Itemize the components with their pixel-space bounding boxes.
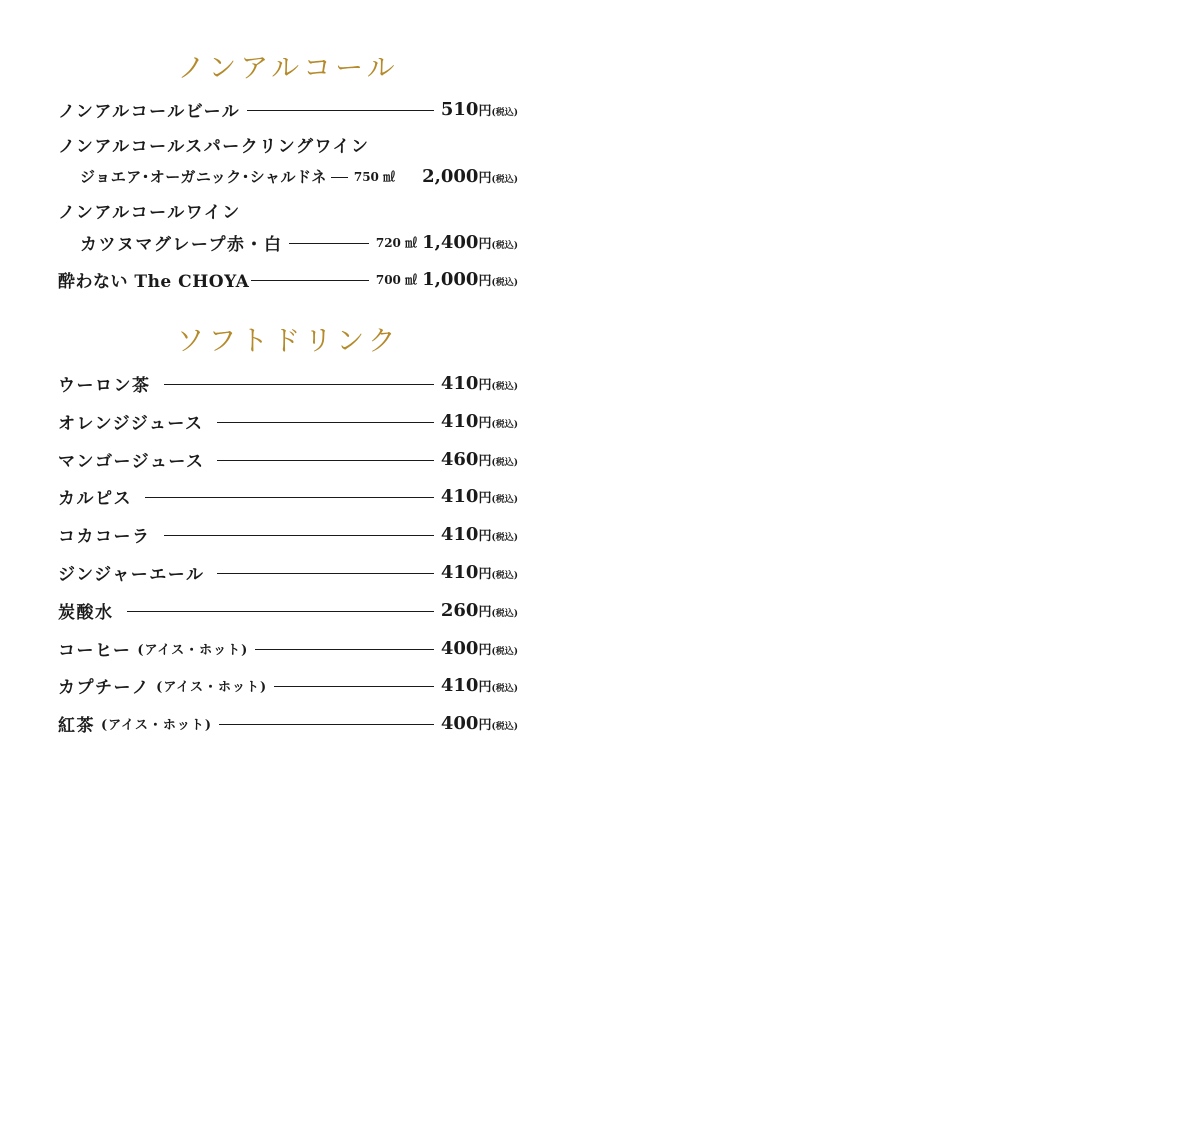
yen-label: 円 — [478, 528, 492, 544]
item-price: 260 — [440, 599, 479, 621]
tax-label: (税込) — [491, 494, 518, 505]
leader-line — [219, 724, 434, 725]
item-name: ウーロン茶 — [58, 375, 151, 396]
menu-item-nonalcohol-wine — [80, 230, 518, 254]
item-price: 410 — [440, 523, 479, 545]
tax-label: (税込) — [491, 532, 518, 543]
leader-line — [145, 497, 434, 498]
leader-line — [247, 110, 434, 111]
item-name: カツヌマグレープ赤・白 — [80, 234, 283, 255]
tax-label: (税込) — [491, 683, 518, 694]
item-price: 410 — [440, 372, 479, 394]
menu-item — [58, 409, 518, 433]
tax-label: (税込) — [491, 174, 518, 185]
section-heading-nonalcohol: ノンアルコール — [177, 51, 399, 84]
yen-label: 円 — [478, 273, 492, 289]
menu-item — [58, 371, 518, 395]
leader-line — [217, 422, 434, 423]
item-price: 2,000 — [422, 165, 479, 187]
item-note: (アイス・ホット) — [137, 642, 249, 658]
item-price: 1,400 — [422, 231, 479, 253]
menu-item — [58, 711, 518, 735]
item-name: 炭酸水 — [58, 602, 114, 623]
item-volume: 700 ㎖ — [375, 272, 418, 287]
item-name: 酔わない The CHOYA — [58, 271, 250, 292]
item-note: (アイス・ホット) — [156, 679, 268, 695]
item-price: 1,000 — [422, 268, 479, 290]
item-note: (アイス・ホット) — [101, 717, 213, 733]
item-volume: 750 ㎖ — [353, 169, 396, 184]
leader-line — [127, 611, 434, 612]
menu-item — [58, 522, 518, 546]
leader-line — [255, 649, 434, 650]
item-price: 410 — [440, 410, 479, 432]
tax-label: (税込) — [491, 240, 518, 251]
leader-line — [274, 686, 434, 687]
tax-label: (税込) — [491, 646, 518, 657]
menu-item — [58, 598, 518, 622]
leader-line — [217, 573, 433, 574]
tax-label: (税込) — [491, 721, 518, 732]
menu-item — [58, 484, 518, 508]
item-price: 460 — [440, 448, 479, 470]
leader-line — [217, 460, 433, 461]
yen-label: 円 — [478, 642, 492, 658]
item-volume: 720 ㎖ — [375, 235, 418, 250]
item-price: 410 — [440, 485, 479, 507]
item-price: 510 — [440, 98, 479, 120]
leader-line — [289, 243, 368, 244]
yen-label: 円 — [478, 566, 492, 582]
tax-label: (税込) — [491, 608, 518, 619]
item-name: マンゴージュース — [58, 451, 205, 472]
yen-label: 円 — [478, 490, 492, 506]
item-name: 紅茶 — [58, 715, 95, 736]
item-price: 400 — [440, 712, 479, 734]
item-name: ジョエア･オーガニック･シャルドネ — [80, 167, 327, 186]
menu-item-nonalcohol-beer — [58, 97, 518, 121]
menu-item — [58, 673, 518, 697]
leader-line — [164, 384, 434, 385]
menu-item — [58, 447, 518, 471]
tax-label: (税込) — [491, 277, 518, 288]
item-price: 400 — [440, 637, 479, 659]
yen-label: 円 — [478, 236, 492, 252]
item-name: ノンアルコールビール — [58, 101, 241, 122]
menu-item — [58, 636, 518, 660]
item-group-title-wine: ノンアルコールワイン — [58, 203, 241, 223]
yen-label: 円 — [478, 415, 492, 431]
item-group-title-sparkling: ノンアルコールスパークリングワイン — [58, 137, 370, 157]
yen-label: 円 — [478, 717, 492, 733]
tax-label: (税込) — [491, 457, 518, 468]
item-name: ジンジャーエール — [58, 564, 205, 585]
leader-line — [331, 177, 348, 178]
tax-label: (税込) — [491, 381, 518, 392]
item-name: カプチーノ — [58, 677, 151, 698]
tax-label: (税込) — [491, 107, 518, 118]
section-heading-softdrinks: ソフトドリンク — [176, 324, 400, 357]
yen-label: 円 — [478, 377, 492, 393]
tax-label: (税込) — [491, 419, 518, 430]
item-price: 410 — [440, 561, 479, 583]
item-name: カルピス — [58, 488, 132, 509]
item-price: 410 — [440, 674, 479, 696]
item-name: コカコーラ — [58, 526, 151, 547]
yen-label: 円 — [478, 453, 492, 469]
yen-label: 円 — [478, 604, 492, 620]
menu-item-choya — [58, 267, 518, 291]
yen-label: 円 — [478, 170, 492, 186]
item-name: オレンジジュース — [58, 413, 204, 434]
item-name: コーヒー — [58, 640, 132, 661]
leader-line — [251, 280, 369, 281]
menu-item — [58, 560, 518, 584]
tax-label: (税込) — [491, 570, 518, 581]
leader-line — [164, 535, 434, 536]
menu-item-sparkling-wine — [80, 164, 518, 188]
yen-label: 円 — [478, 679, 492, 695]
yen-label: 円 — [478, 103, 492, 119]
